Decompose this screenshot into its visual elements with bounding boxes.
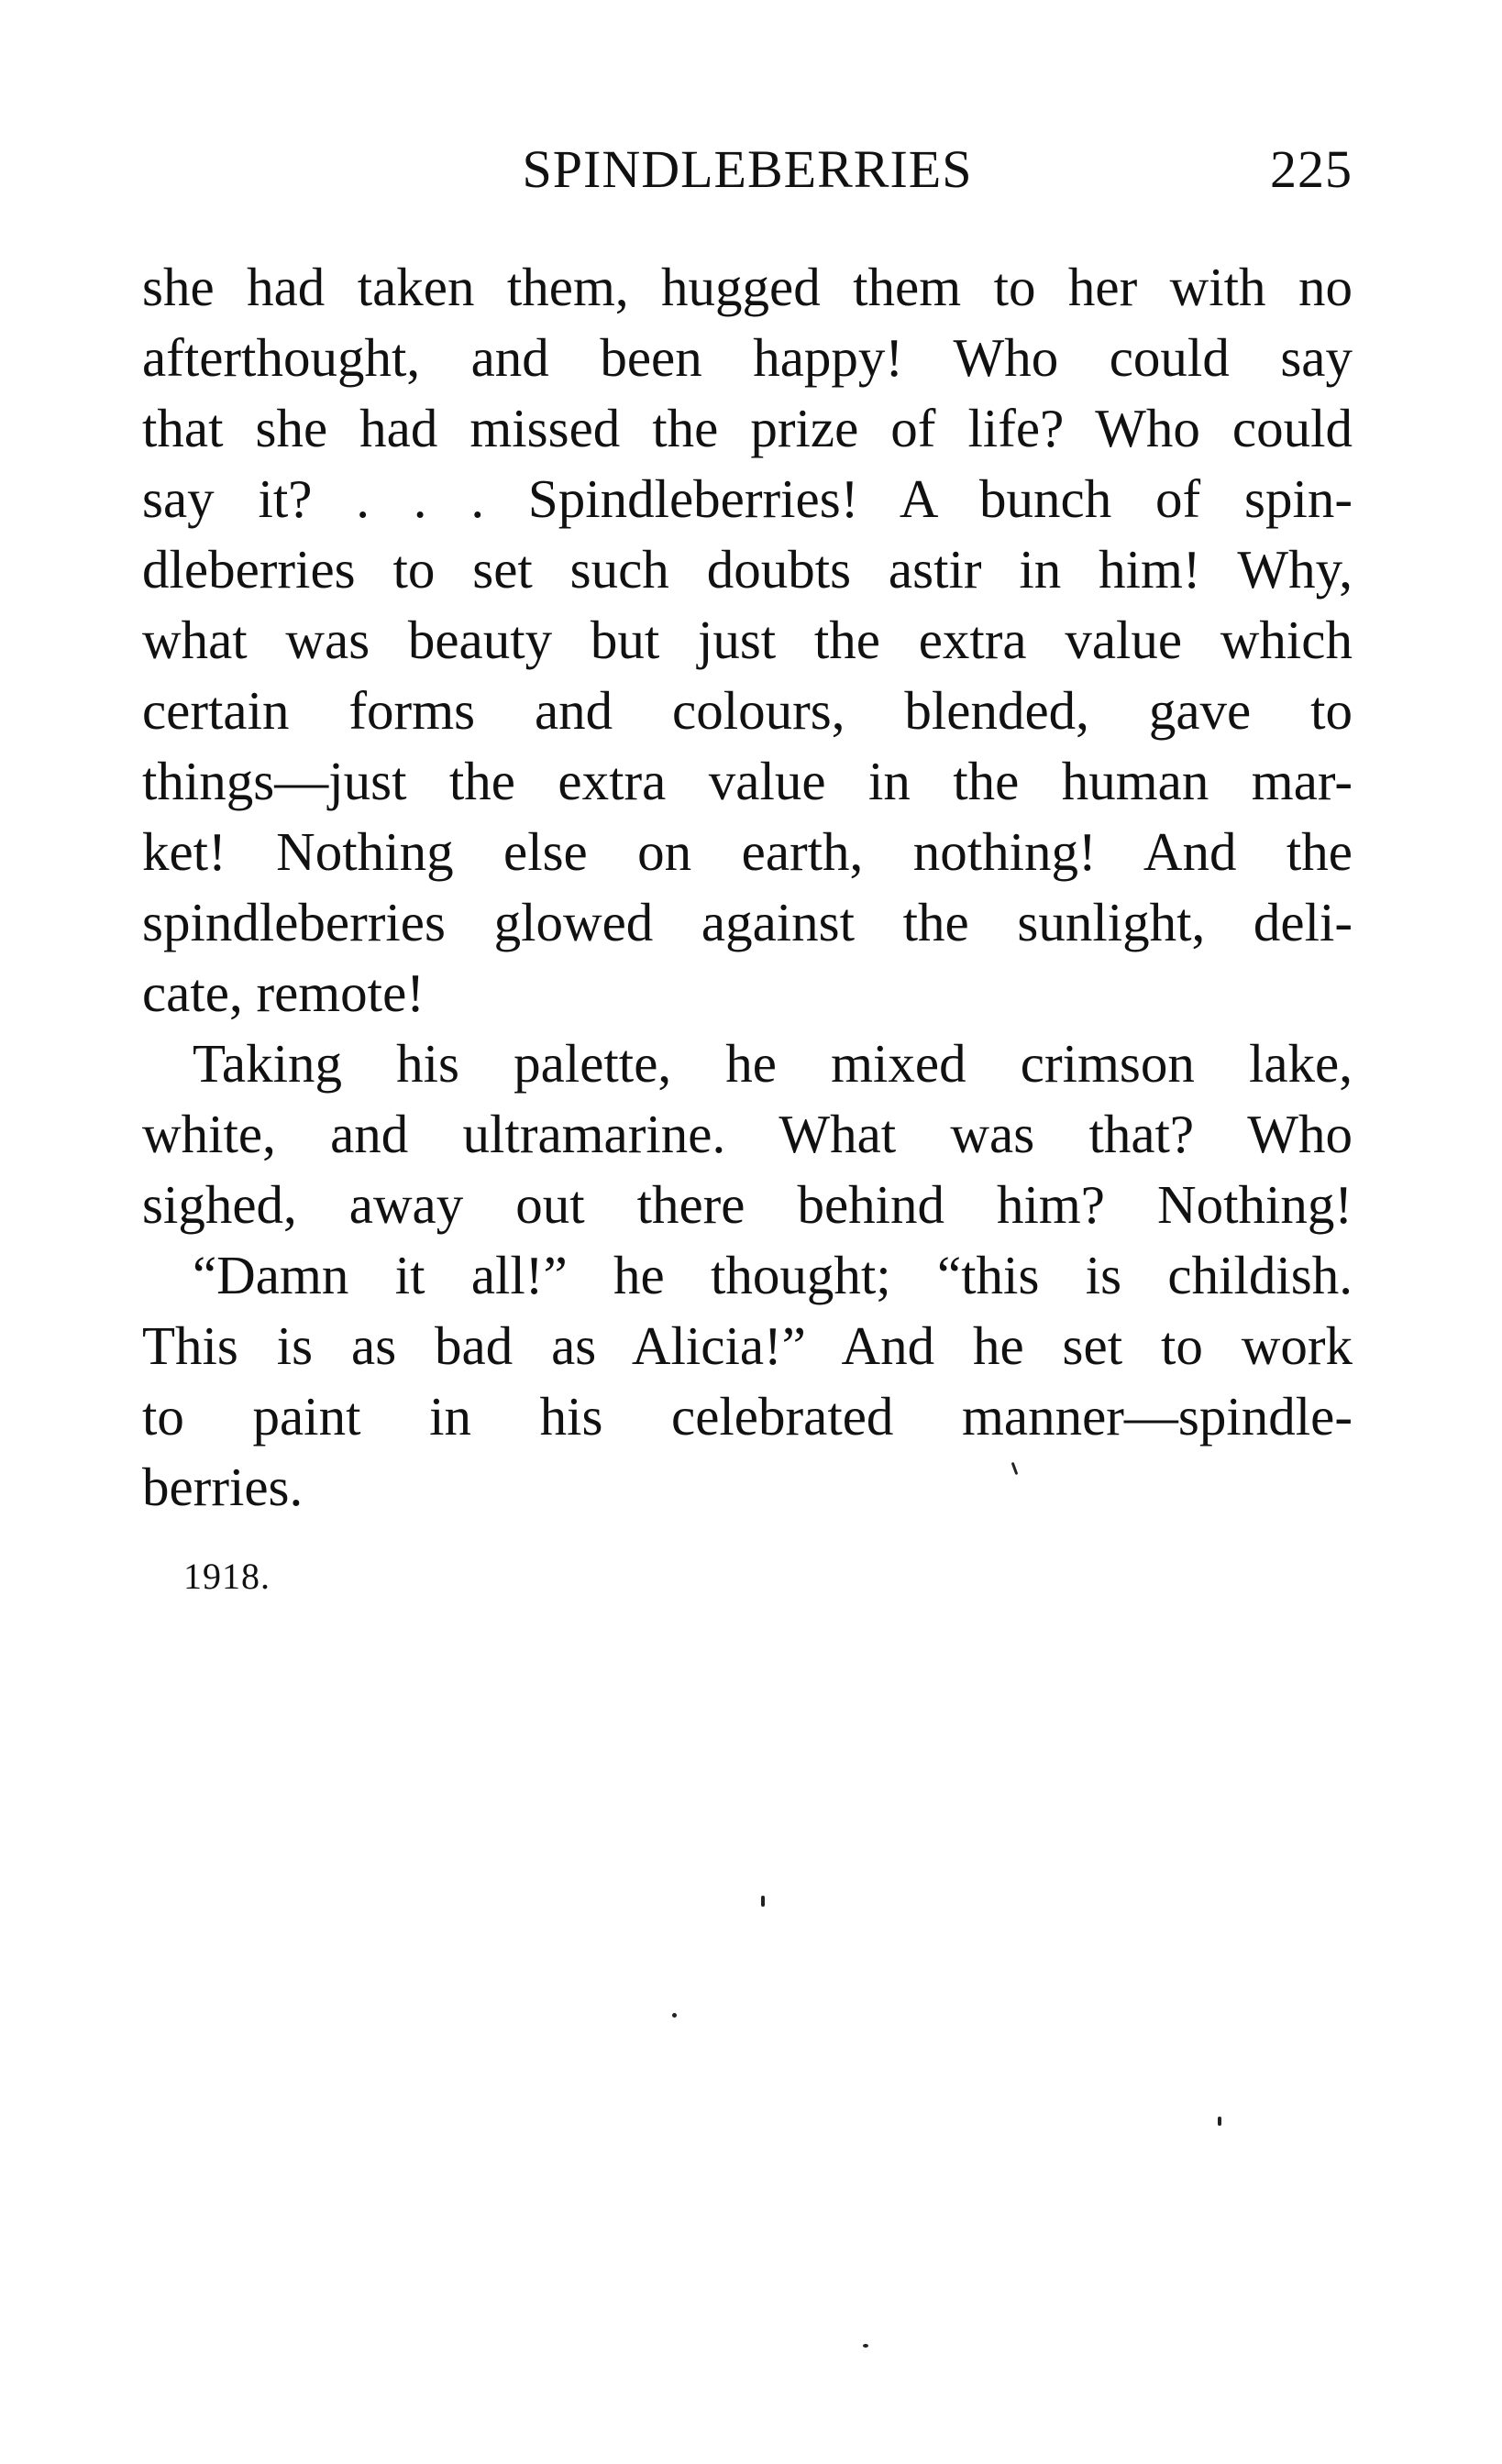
text-line: say it? . . . Spindleberries! A bunch of spin- <box>142 468 1353 529</box>
text-line: what was beauty but just the extra value which <box>142 610 1353 670</box>
text-line: certain forms and colours, blended, gave to <box>142 680 1353 741</box>
text-line: to paint in his celebrated manner—spindle- <box>142 1386 1353 1446</box>
running-head <box>142 138 1353 202</box>
scan-speck <box>672 2013 677 2018</box>
text-line: This is as bad as Alicia!” And he set to work <box>142 1315 1353 1376</box>
text-line: spindleberries glowed against the sunlight, deli- <box>142 892 1353 952</box>
scan-speck <box>1218 2117 1221 2126</box>
body-text <box>142 252 1353 1523</box>
paragraph-end-line: berries. <box>142 1457 304 1517</box>
text-line: she had taken them, hugged them to her with no <box>142 257 1353 317</box>
page-number: 225 <box>1270 139 1353 199</box>
scan-speck <box>863 2344 868 2348</box>
text-line: dleberries to set such doubts astir in him! Why, <box>142 539 1353 600</box>
paragraph-start-line: Taking his palette, he mixed crimson lake, <box>193 1033 1353 1094</box>
paragraph-end-line: cate, remote! <box>142 962 425 1023</box>
paragraph-start-line: “Damn it all!” he thought; “this is childish. <box>193 1245 1353 1305</box>
text-line: white, and ultramarine. What was that? Who <box>142 1104 1353 1164</box>
scan-speck <box>761 1896 765 1907</box>
paragraph-end-line: sighed, away out there behind him? Nothing! <box>142 1174 1353 1235</box>
text-line: that she had missed the prize of life? Who could <box>142 398 1353 458</box>
text-line: things—just the extra value in the human mar- <box>142 751 1353 811</box>
dateline: 1918. <box>183 1556 271 1597</box>
text-line: afterthought, and been happy! Who could say <box>142 327 1353 388</box>
running-title: SPINDLEBERRIES <box>522 139 973 199</box>
text-line: ket! Nothing else on earth, nothing! And the <box>142 821 1353 882</box>
